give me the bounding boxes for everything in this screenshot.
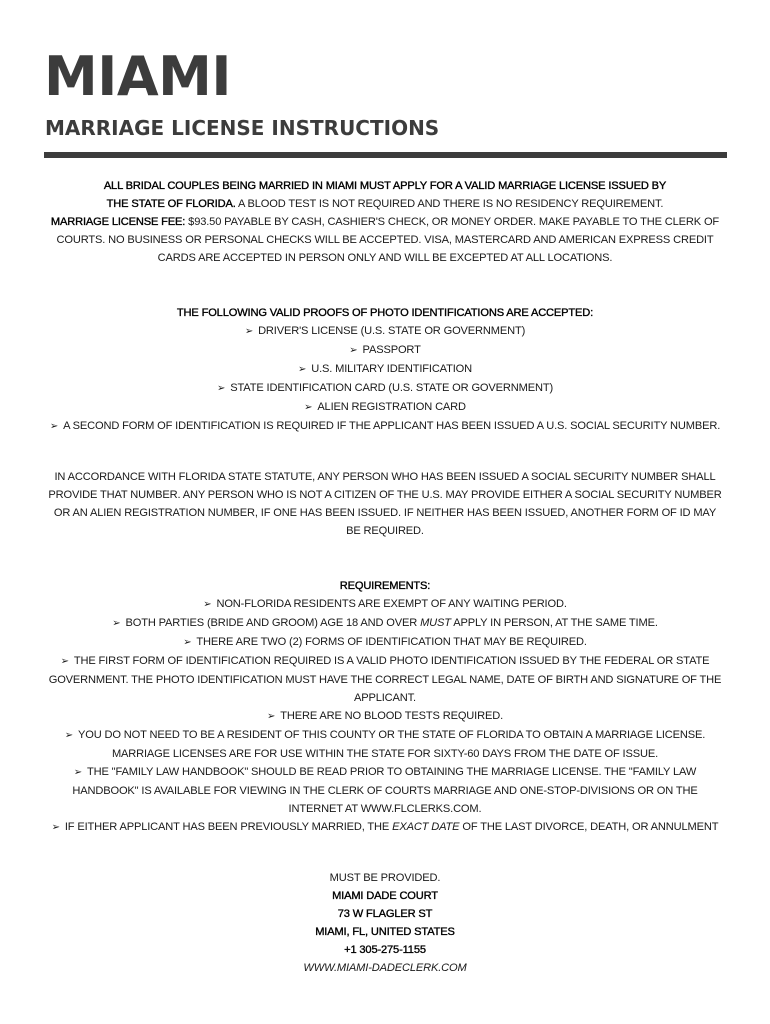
arrow-bullet-icon: ➢ bbox=[203, 599, 212, 610]
requirement-item: ➢ THERE ARE TWO (2) FORMS OF IDENTIFICATION THAT MAY BE REQUIRED. bbox=[40, 633, 730, 652]
intro-section bbox=[40, 177, 730, 267]
must-provided-text: MUST BE PROVIDED. bbox=[329, 872, 441, 884]
id-section bbox=[40, 304, 730, 436]
arrow-bullet-icon: ➢ bbox=[112, 618, 121, 629]
statute-section bbox=[40, 468, 730, 540]
arrow-bullet-icon: ➢ bbox=[60, 656, 69, 667]
arrow-bullet-icon: ➢ bbox=[349, 345, 358, 356]
requirement-item: ➢ THE "FAMILY LAW HANDBOOK" SHOULD BE READ PRIOR TO OBTAINING THE MARRIAGE LICENSE. THE "FAMILY LAW HANDBOOK" IS AVAILABLE FOR VIEWING IN THE CLERK OF COURTS MARRIAGE AND ONE-STOP-DIVISIONS OR ON THE INTERNET AT WWW.FLCLERKS.COM. bbox=[72, 766, 698, 815]
arrow-bullet-icon: ➢ bbox=[297, 364, 307, 375]
fee-paragraph bbox=[40, 213, 730, 267]
id-item: ➢ STATE IDENTIFICATION CARD (U.S. STATE OR GOVERNMENT) bbox=[40, 379, 730, 398]
arrow-bullet-icon: ➢ bbox=[49, 421, 59, 432]
requirement-item: ➢ BOTH PARTIES (BRIDE AND GROOM) AGE 18 AND OVER MUST APPLY IN PERSON, AT THE SAME TIME. bbox=[40, 614, 730, 633]
intro-lead: ALL BRIDAL COUPLES BEING MARRIED IN MIAMI MUST APPLY FOR A VALID MARRIAGE LICENSE ISSUED BY THE STATE OF FLORIDA. bbox=[103, 180, 667, 210]
id-item: ➢ DRIVER'S LICENSE (U.S. STATE OR GOVERNMENT) bbox=[40, 322, 730, 341]
fee-text: $93.50 PAYABLE BY CASH, CASHIER'S CHECK, OR MONEY ORDER. MAKE PAYABLE TO THE CLERK OF COURTS. NO BUSINESS OR PERSONAL CHECKS WILL BE ACCEPTED. VISA, MASTERCARD AND AMERICAN EXPRESS CREDIT CARDS ARE ACCEPTED IN PERSON ONLY AND WILL BE EXCEPTED AT ALL LOCATIONS. bbox=[56, 216, 720, 264]
intro-rest: A BLOOD TEST IS NOT REQUIRED AND THERE IS NO RESIDENCY REQUIREMENT. bbox=[235, 198, 664, 210]
court-name: MIAMI DADE COURT bbox=[332, 890, 438, 902]
requirement-item: ➢ NON-FLORIDA RESIDENTS ARE EXEMPT OF ANY WAITING PERIOD. bbox=[40, 595, 730, 614]
arrow-bullet-icon: ➢ bbox=[64, 730, 74, 741]
intro-paragraph bbox=[40, 177, 730, 213]
requirements-section bbox=[40, 577, 730, 837]
requirements-heading: REQUIREMENTS: bbox=[339, 580, 431, 592]
fee-label: MARRIAGE LICENSE FEE: bbox=[50, 216, 186, 228]
page-subtitle: MARRIAGE LICENSE INSTRUCTIONS bbox=[45, 116, 440, 140]
arrow-bullet-icon: ➢ bbox=[244, 326, 254, 337]
arrow-bullet-icon: ➢ bbox=[73, 767, 83, 778]
statute-paragraph: IN ACCORDANCE WITH FLORIDA STATE STATUTE, ANY PERSON WHO HAS BEEN ISSUED A SOCIAL SECURITY NUMBER SHALL PROVIDE THAT NUMBER. ANY PERSON WHO IS NOT A CITIZEN OF THE U.S. MAY PROVIDE EITHER A SOCIAL SECURITY NUMBER OR AN ALIEN REGISTRATION NUMBER, IF ONE HAS BEEN ISSUED. IF NEITHER HAS BEEN ISSUED, ANOTHER FORM OF ID MAY BE REQUIRED. bbox=[48, 471, 722, 537]
requirement-item: ➢ YOU DO NOT NEED TO BE A RESIDENT OF THIS COUNTY OR THE STATE OF FLORIDA TO OBTAIN A MARRIAGE LICENSE. bbox=[40, 726, 730, 745]
address-block bbox=[40, 869, 730, 977]
id-item: ➢ ALIEN REGISTRATION CARD bbox=[40, 398, 730, 417]
city-address: MIAMI, FL, UNITED STATES bbox=[315, 926, 455, 938]
requirement-item: ➢ IF EITHER APPLICANT HAS BEEN PREVIOUSLY MARRIED, THE EXACT DATE OF THE LAST DIVORCE, DEATH, OR ANNULMENT bbox=[40, 818, 730, 837]
id-item: ➢ U.S. MILITARY IDENTIFICATION bbox=[40, 360, 730, 379]
street-address: 73 W FLAGLER ST bbox=[337, 908, 433, 920]
requirement-item: ➢ THERE ARE NO BLOOD TESTS REQUIRED. bbox=[40, 707, 730, 726]
arrow-bullet-icon: ➢ bbox=[183, 637, 192, 648]
id-heading: THE FOLLOWING VALID PROOFS OF PHOTO IDENTIFICATIONS ARE ACCEPTED: bbox=[176, 307, 594, 319]
requirement-item: ➢ THE FIRST FORM OF IDENTIFICATION REQUIRED IS A VALID PHOTO IDENTIFICATION ISSUED BY THE FEDERAL OR STATE GOVERNMENT. THE PHOTO IDENTIFICATION MUST HAVE THE CORRECT LEGAL NAME, DATE OF BIRTH AND SIGNATURE OF THE APPLICANT. bbox=[48, 655, 722, 704]
page-title: MIAMI bbox=[44, 45, 231, 108]
header-divider bbox=[44, 152, 727, 158]
phone-number: +1 305-275-1155 bbox=[344, 944, 426, 956]
requirement-note: MARRIAGE LICENSES ARE FOR USE WITHIN THE STATE FOR SIXTY-60 DAYS FROM THE DATE OF ISSUE. bbox=[111, 748, 659, 760]
arrow-bullet-icon: ➢ bbox=[51, 822, 60, 833]
id-item: ➢ A SECOND FORM OF IDENTIFICATION IS REQUIRED IF THE APPLICANT HAS BEEN ISSUED A U.S. SOCIAL SECURITY NUMBER. bbox=[40, 417, 730, 436]
arrow-bullet-icon: ➢ bbox=[266, 711, 276, 722]
arrow-bullet-icon: ➢ bbox=[304, 402, 313, 413]
id-item: ➢ PASSPORT bbox=[40, 341, 730, 360]
website-link[interactable]: WWW.MIAMI-DADECLERK.COM bbox=[303, 962, 467, 974]
arrow-bullet-icon: ➢ bbox=[217, 383, 226, 394]
